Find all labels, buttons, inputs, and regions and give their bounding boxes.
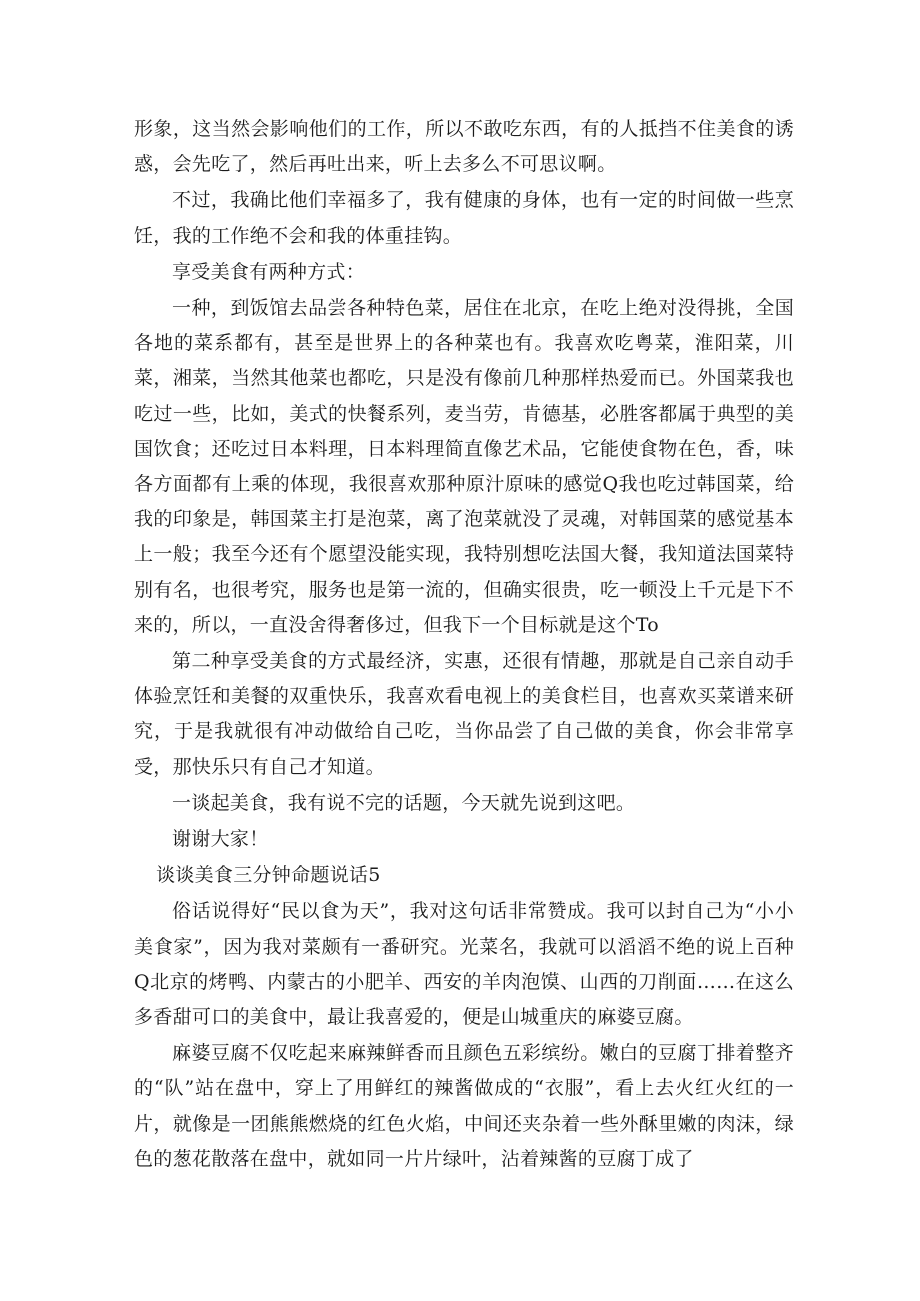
paragraph: 麻婆豆腐不仅吃起来麻辣鲜香而且颜色五彩缤纷。嫩白的豆腐丁排着整齐的“队”站在盘中，穿上了用鲜红的辣酱做成的“衣服”，看上去火红火红的一片，就像是一团熊熊燃烧的红色火焰，中间还夹杂着一些外酥里嫩的肉沫，绿色的葱花散落在盘中，就如同一片片绿叶，沾着辣酱的豆腐丁成了 xyxy=(134,1042,794,1170)
paragraph: 不过，我确比他们幸福多了，我有健康的身体，也有一定的时间做一些烹饪，我的工作绝不会和我的体重挂钩。 xyxy=(134,189,794,247)
paragraph: 一谈起美食，我有说不完的话题，今天就先说到这吧。 xyxy=(172,791,636,814)
paragraph: 一种，到饭馆去品尝各种特色菜，居住在北京，在吃上绝对没得挑，全国各地的菜系都有，甚至是世界上的各种菜也有。我喜欢吃粤菜，淮阳菜，川菜，湘菜，当然其他菜也都吃，只是没有像前几种那样热爱而已。外国菜我也吃过一些，比如，美式的快餐系列，麦当劳，肯德基，必胜客都属于典型的美国饮食；还吃过日本料理，日本料理简直像艺术品，它能使食物在色，香，味各方面都有上乘的体现，我很喜欢那种原汁原味的感觉Q我也吃过韩国菜，给我的印象是，韩国菜主打是泡菜，离了泡菜就没了灵魂，对韩国菜的感觉基本上一般；我至今还有个愿望没能实现，我特别想吃法国大餐，我知道法国菜特别有名，也很考究，服务也是第一流的，但确实很贵，吃一顿没上千元是下不来的，所以，一直没舍得奢侈过，但我下一个目标就是这个To xyxy=(134,297,794,636)
paragraph: 谢谢大家！ xyxy=(172,828,269,851)
paragraph: 形象，这当然会影响他们的工作，所以不敢吃东西，有的人抵挡不住美食的诱惑，会先吃了，然后再吐出来，听上去多么不可思议啊。 xyxy=(134,118,794,176)
paragraph: 第二种享受美食的方式最经济，实惠，还很有情趣，那就是自己亲自动手体验烹饪和美餐的双重快乐，我喜欢看电视上的美食栏目，也喜欢买菜谱来研究，于是我就很有冲动做给自己吃，当你品尝了自己做的美食，你会非常享受，那快乐只有自己才知道。 xyxy=(134,650,794,778)
paragraph: 俗话说得好“民以食为天”，我对这句话非常赞成。我可以封自己为“小小美食家”，因为我对菜颇有一番研究。光菜名，我就可以滔滔不绝的说上百种Q北京的烤鸭、内蒙古的小肥羊、西安的羊肉泡馍、山西的刀削面……在这么多香甜可口的美食中，最让我喜爱的，便是山城重庆的麻婆豆腐。 xyxy=(134,900,794,1029)
section-heading: 谈谈美食三分钟命题说话5 xyxy=(156,864,381,887)
text-column xyxy=(134,112,794,1178)
paragraph: 享受美食有两种方式： xyxy=(172,260,366,283)
